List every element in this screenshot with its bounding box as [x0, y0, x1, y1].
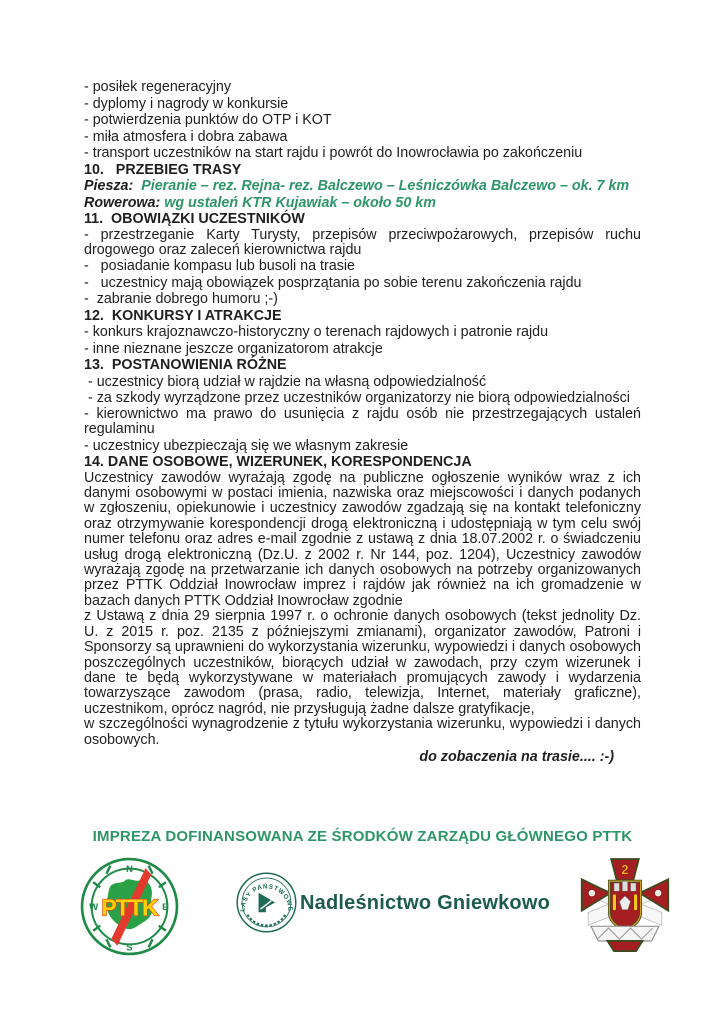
funding-banner: IMPREZA DOFINANSOWANA ZE ŚRODKÓW ZARZĄDU GŁÓWNEGO PTTK: [92, 828, 633, 845]
text-line: - uczestnicy mają obowiązek posprzątania po sobie terenu zakończenia rajdu: [84, 274, 582, 291]
signoff-line: do zobaczenia na trasie.... :-): [419, 748, 614, 765]
regiment-badge-icon: [579, 855, 671, 957]
text-line: - konkurs krajoznawczo-historyczny o terenach rajdowych i patronie rajdu: [84, 324, 549, 341]
paragraph: w szczególności wynagrodzenie z tytułu wykorzystania wizerunku, wypowiedzi i danych osobowych.: [84, 716, 641, 748]
text-line: - inne nieznane jeszcze organizatorom atrakcje: [84, 340, 383, 357]
text-line: - transport uczestników na start rajdu i powrót do Inowrocławia po zakończeniu: [84, 145, 583, 161]
text-line: - uczestnicy biorą udział w rajdzie na własną odpowiedzialność: [84, 373, 487, 390]
text-line: - zabranie dobrego humoru ;-): [84, 291, 278, 308]
text-line: - za szkody wyrządzone przez uczestników organizatorzy nie biorą odpowiedzialności: [84, 390, 630, 407]
route-line: [84, 195, 641, 212]
section-heading: 11. OBOWIĄZKI UCZESTNIKÓW: [84, 211, 305, 227]
pttk-compass-icon: [79, 856, 180, 957]
compass-e-label: E: [162, 901, 169, 913]
lasy-panstwowe-icon: [236, 872, 297, 933]
pttk-logo: [79, 856, 180, 962]
paragraph: z Ustawą z dnia 29 sierpnia 1997 r. o ochronie danych osobowych (tekst jednolity Dz. U. z 2015 r. poz. 2135 z późniejszymi zmianami), organizator zawodów, Patroni i Sponsorzy są uprawnieni do wykorzystania wizerunku, wypowiedzi i danych osobowych poszczególnych uczestników, biorących udział w zawodach, przy czym wizerunek i dane te będą wykorzystywane w materiałach promujących zawody i wydarzenia towarzyszące zawodom (prasa, radio, telewizja, Internet, materiały graficzne), uczestnikom, oprócz nagród, nie przysługują żadne dalsze gratyfikacje,: [84, 608, 641, 717]
text-line: - miła atmosfera i dobra zabawa: [84, 128, 288, 145]
compass-n-label: N: [126, 863, 133, 875]
paragraph: Uczestnicy zawodów wyrażają zgodę na publiczne ogłoszenie wyników wraz z ich danymi osobowymi w postaci imienia, nazwiska oraz miejscowości i danych podanych w zgłoszeniu, opiekunowie i uczestnicy zawodów zgadzają się na kontakt telefoniczny oraz otrzymywanie korespondencji drogą elektroniczną i udostępniają w tym celu swój numer telefonu oraz adres e-mail zgodnie z ustawą z dnia 18.07.2002 r. o świadczeniu usług drogą elektroniczną (Dz.U. z 2002 r. Nr 144, poz. 1204), Uczestnicy zawodów wyrażają zgodę na przetwarzanie ich danych osobowych na potrzeby organizowanych przez PTTK Oddział Inowrocław imprez i rajdów jak również na ich gromadzenie w bazach danych PTTK Oddział Inowrocław zgodnie: [84, 469, 641, 609]
text-line: - dyplomy i nagrody w konkursie: [84, 95, 289, 112]
regiment-badge-logo: [579, 855, 671, 962]
text-line: - posiłek regeneracyjny: [84, 79, 232, 95]
section-heading: 14. DANE OSOBOWE, WIZERUNEK, KORESPONDENCJA: [84, 454, 472, 471]
section-heading: 12. KONKURSY I ATRAKCJE: [84, 307, 282, 324]
document-body: [84, 79, 641, 766]
compass-w-label: W: [89, 901, 99, 913]
paragraph: - kierownictwo ma prawo do usunięcia z rajdu osób nie przestrzegających ustaleń regulaminu: [84, 405, 641, 438]
pttk-acronym: PTTK: [101, 894, 158, 921]
section-heading: 13. POSTANOWIENIA RÓŻNE: [84, 357, 287, 374]
section-heading: 10. PRZEBIEG TRASY: [84, 161, 242, 178]
route-value: wg ustaleń KTR Kujawiak – około 50 km: [164, 194, 436, 211]
route-value: Pieranie – rez. Rejna- rez. Balczewo – Leśniczówka Balczewo – ok. 7 km: [141, 178, 630, 194]
paragraph: - przestrzeganie Karty Turysty, przepisów przeciwpożarowych, przepisów ruchu drogowego oraz zaleceń kierownictwa rajdu: [84, 226, 641, 258]
route-label: Piesza:: [84, 178, 142, 194]
text-line: - potwierdzenia punktów do OTP i KOT: [84, 112, 332, 128]
nadlesnictwo-name: Nadleśnictwo Gniewkowo: [300, 892, 550, 914]
route-line: [84, 178, 641, 195]
text-line: - uczestnicy ubezpieczają się we własnym zakresie: [84, 437, 409, 454]
compass-s-label: S: [126, 942, 133, 954]
lasy-ring-text: LASY PAŃSTWOWE: [239, 883, 294, 912]
route-label: Rowerowa:: [84, 194, 165, 211]
text-line: - posiadanie kompasu lub busoli na trasie: [84, 258, 356, 275]
badge-number: 2: [621, 861, 629, 877]
lasy-panstwowe-logo: [236, 872, 297, 938]
